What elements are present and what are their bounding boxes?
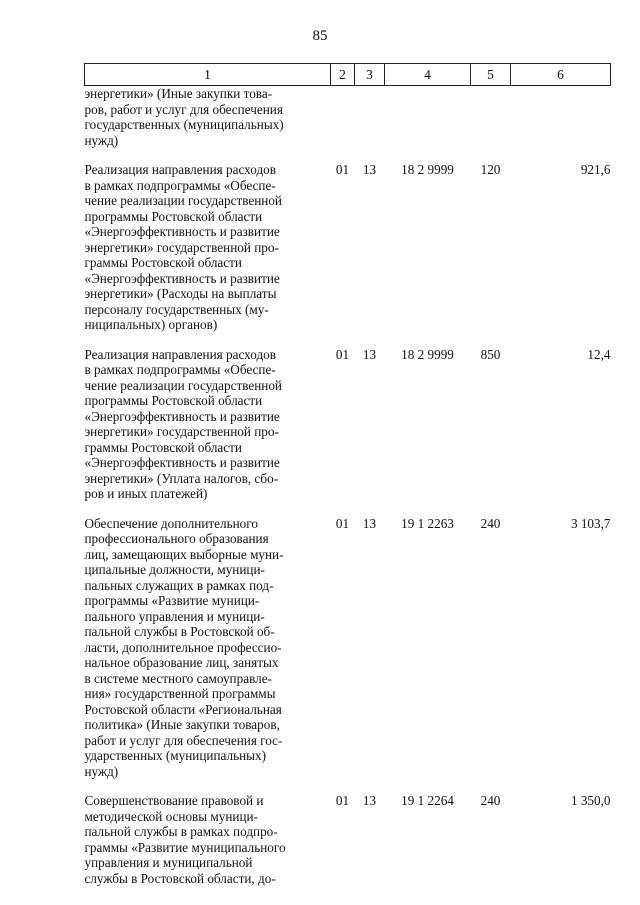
description-line: в рамках подпрограммы «Обеспе- (84, 177, 276, 193)
description-line: профессионального образования (84, 531, 269, 546)
description-line: методической основы муници- (84, 808, 258, 824)
description-line: политика» (Иные закупки товаров, (84, 717, 280, 732)
description-line: пальных служащих в рамках под- (84, 577, 274, 593)
row-description (85, 509, 331, 787)
section-code: 01 (335, 162, 350, 177)
description-line: «Энергоэффективность и развитие (84, 270, 280, 286)
table-header-row (85, 64, 611, 86)
description-line: программы Ростовской области (84, 208, 263, 224)
description-line: нужд) (84, 763, 119, 779)
expense-type-code: 850 (480, 346, 501, 362)
description-line: пальной службы в рамках подпро- (84, 824, 278, 839)
description-line: нужд) (84, 132, 119, 148)
amount: 12,4 (587, 346, 611, 362)
description-line: граммы «Развитие муниципального (84, 839, 286, 855)
target-article-code: 18 2 9999 (401, 162, 454, 177)
target-article-code: 18 2 9999 (401, 346, 454, 362)
description-line: лиц, замещающих выборные муни- (84, 546, 284, 562)
expense-type-code: 120 (480, 162, 501, 177)
expense-type-code: 240 (480, 515, 501, 531)
description-line: пального управления и муници- (84, 608, 265, 624)
expense-type-code: 240 (480, 793, 501, 808)
description-line: персоналу государственных (му- (84, 301, 269, 317)
row-description (85, 155, 331, 340)
description-line: Реализация направления расходов (84, 346, 276, 362)
description-line: чение реализации государственной (84, 193, 282, 208)
description-line: «Энергоэффективность и развитие (84, 408, 280, 424)
description-line: управления и муниципальной (84, 855, 253, 870)
section-code: 01 (335, 793, 350, 808)
description-line: ров, работ и услуг для обеспечения (84, 101, 283, 117)
page-number: 85 (312, 28, 328, 44)
description-line: ров и иных платежей) (84, 486, 208, 501)
subsection-code (355, 86, 385, 156)
table-row (85, 509, 611, 787)
description-line: ния» государственной программы (84, 686, 276, 701)
table-row (85, 340, 611, 509)
description-line: программы Ростовской области (84, 393, 263, 408)
description-line: государственных (муниципальных) (84, 117, 284, 132)
description-line: энергетики» (Уплата налогов, сбо- (84, 470, 279, 486)
budget-table (84, 63, 611, 893)
description-line: энергетики» государственной про- (84, 239, 279, 255)
header-col-5: 5 (471, 64, 511, 86)
amount: 921,6 (580, 162, 611, 177)
target-article-code: 19 1 2264 (401, 793, 454, 808)
description-line: в рамках подпрограммы «Обеспе- (84, 362, 276, 377)
description-line: Ростовской области «Региональная (84, 701, 282, 717)
description-line: Реализация направления расходов (84, 162, 276, 177)
description-line: граммы Ростовской области (84, 255, 242, 270)
description-line: ципальные должности, муници- (84, 562, 265, 577)
description-line: Совершенствование правовой и (84, 793, 264, 808)
subsection-code: 13 (362, 346, 377, 362)
description-line: нальное образование лиц, занятых (84, 655, 279, 670)
section-code: 01 (335, 346, 350, 362)
header-col-4: 4 (385, 64, 471, 86)
description-line: работ и услуг для обеспечения гос- (84, 732, 283, 748)
amount: 1 350,0 (570, 793, 611, 808)
description-line: службы в Ростовской области, до- (84, 870, 276, 886)
amount: 3 103,7 (570, 515, 611, 531)
description-line: ласти, дополнительное профессио- (84, 639, 282, 655)
description-line: энергетики» государственной про- (84, 424, 279, 439)
description-line: «Энергоэффективность и развитие (84, 224, 280, 239)
expense-type-code (471, 86, 511, 156)
header-col-3: 3 (355, 64, 385, 86)
description-line: программы «Развитие муници- (84, 593, 260, 608)
row-description (85, 340, 331, 509)
description-line: в системе местного самоуправле- (84, 670, 272, 686)
description-line: граммы Ростовской области (84, 439, 242, 455)
table-row (85, 86, 611, 156)
description-line: чение реализации государственной (84, 377, 282, 393)
description-line: Обеспечение дополнительного (84, 515, 258, 531)
target-article-code: 19 1 2263 (401, 515, 454, 531)
description-line: ударственных (муниципальных) (84, 748, 266, 763)
amount (511, 86, 611, 156)
description-line: энергетики» (Расходы на выплаты (84, 286, 277, 301)
table-row (85, 155, 611, 340)
description-line: «Энергоэффективность и развитие (84, 455, 280, 470)
subsection-code: 13 (362, 793, 377, 808)
target-article-code (385, 86, 471, 156)
section-code: 01 (335, 515, 350, 531)
row-description (85, 786, 331, 893)
header-col-2: 2 (331, 64, 355, 86)
description-line: пальной службы в Ростовской об- (84, 624, 275, 639)
table-row (85, 786, 611, 893)
header-col-6: 6 (511, 64, 611, 86)
subsection-code: 13 (362, 515, 377, 531)
description-line: ниципальных) органов) (84, 317, 218, 332)
description-line: энергетики» (Иные закупки това- (84, 86, 273, 101)
header-col-1: 1 (85, 64, 331, 86)
row-description (85, 86, 331, 156)
subsection-code: 13 (362, 162, 377, 177)
section-code (331, 86, 355, 156)
